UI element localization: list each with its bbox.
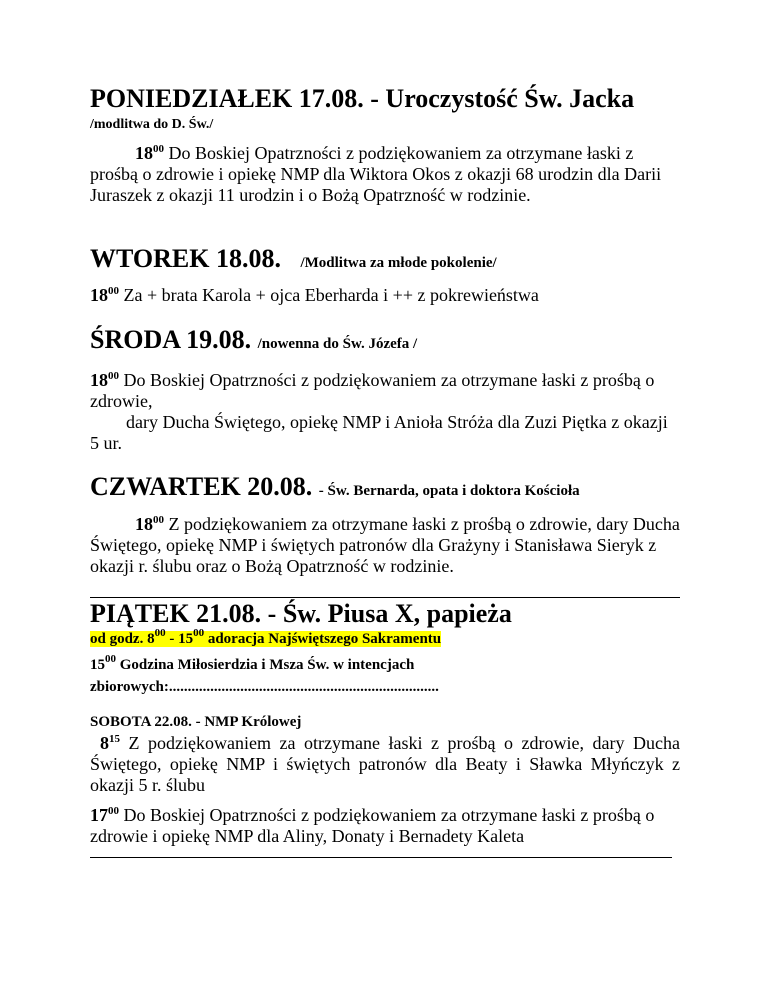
wednesday-heading — [90, 325, 680, 359]
adoration-text: adoracja Najświętszego Sakramentu — [204, 631, 442, 647]
friday-mercy-hour — [90, 654, 510, 698]
adoration-highlight — [90, 627, 442, 647]
wednesday-mass-1 — [90, 370, 680, 454]
mass-minute: 15 — [109, 733, 120, 745]
mass-hour: 15 — [90, 657, 105, 673]
mass-intention: Do Boskiej Opatrzności z podziękowaniem za otrzymane łaski z prośbą o zdrowie i opiekę NMP dla Wiktora Okos z okazji 68 urodzin dla Darii Juraszek z okazji 11 urodzin i o Bożą Opatrzność w rodzinie. — [90, 143, 662, 205]
wednesday-title: ŚRODA 19.08. — [90, 325, 252, 354]
thursday-heading — [90, 472, 680, 506]
separator-line — [90, 597, 680, 598]
monday-note: /modlitwa do D. Św./ — [90, 117, 214, 132]
mass-intention: Godzina Miłosierdzia i Msza Św. w intencjach zbiorowych:........................................................................ — [90, 657, 439, 695]
bottom-line — [90, 857, 672, 858]
mass-intention: Za + brata Karola + ojca Eberharda i ++ z pokrewieństwa — [119, 285, 539, 305]
mass-hour: 18 — [135, 143, 153, 163]
thursday-title: CZWARTEK 20.08. — [90, 472, 313, 501]
mass-minute: 00 — [105, 653, 116, 665]
thursday-note: - Św. Bernarda, opata i doktora Kościoła — [318, 483, 580, 499]
adoration-end: - 15 — [165, 631, 194, 647]
mass-hour: 18 — [90, 370, 108, 390]
mass-minute: 00 — [153, 143, 164, 155]
friday-heading: PIĄTEK 21.08. - Św. Piusa X, papieża — [90, 599, 512, 628]
monday-heading: PONIEDZIAŁEK 17.08. - Uroczystość Św. Jacka — [90, 84, 635, 113]
mass-hour: 18 — [90, 285, 108, 305]
mass-minute: 00 — [108, 370, 119, 382]
tuesday-heading — [90, 244, 680, 278]
mass-minute: 00 — [153, 514, 164, 526]
mass-minute: 00 — [108, 805, 119, 817]
thursday-mass-1 — [90, 514, 680, 577]
mass-minute: 00 — [108, 285, 119, 297]
mass-intention: Do Boskiej Opatrzności z podziękowaniem za otrzymane łaski z prośbą o zdrowie, — [90, 370, 655, 411]
adoration-start: od godz. 8 — [90, 631, 155, 647]
mass-intention-continued: dary Ducha Świętego, opiekę NMP i Anioła Stróża dla Zuzi Piętka z okazji 5 ur. — [90, 412, 668, 453]
saturday-mass-1 — [90, 733, 680, 796]
mass-intention: Z podziękowaniem za otrzymane łaski z prośbą o zdrowie, dary Ducha Świętego, opiekę NMP i świętych patronów dla Grażyny i Stanisława Sieryk z okazji r. ślubu oraz o Bożą Opatrzność w rodzinie. — [90, 514, 680, 576]
mass-hour: 8 — [100, 733, 109, 753]
mass-hour: 18 — [135, 514, 153, 534]
tuesday-title: WTOREK 18.08. — [90, 244, 281, 273]
adoration-start-minute: 00 — [154, 627, 166, 639]
monday-mass-1 — [90, 143, 680, 206]
saturday-heading: SOBOTA 22.08. - NMP Królowej — [90, 714, 302, 730]
wednesday-note: /nowenna do Św. Józefa / — [257, 336, 418, 352]
mass-intention: Z podziękowaniem za otrzymane łaski z prośbą o zdrowie, dary Ducha Świętego, opiekę NMP i świętych patronów dla Beaty i Sławka Młyńczyk z okazji 5 r. ślubu — [90, 733, 680, 795]
friday-adoration — [90, 627, 680, 648]
mass-hour: 17 — [90, 805, 108, 825]
saturday-mass-2 — [90, 805, 680, 847]
adoration-end-minute: 00 — [193, 627, 205, 639]
tuesday-mass-1 — [90, 285, 680, 306]
tuesday-note: /Modlitwa za młode pokolenie/ — [300, 255, 497, 271]
mass-intention: Do Boskiej Opatrzności z podziękowaniem za otrzymane łaski z prośbą o zdrowie i opiekę NMP dla Aliny, Donaty i Bernadety Kaleta — [90, 805, 655, 846]
